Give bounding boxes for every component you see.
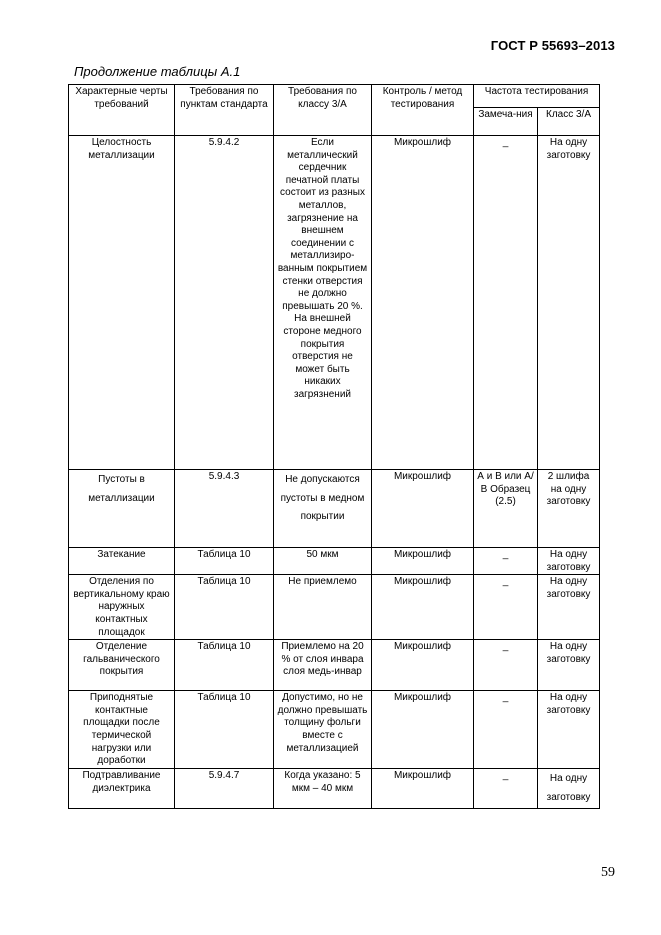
cell-clause: Таблица 10 bbox=[175, 548, 274, 575]
cell-frequency-class: На одну заготовку bbox=[538, 691, 600, 769]
header-standard-clause: Требования по пунктам стандарта bbox=[175, 85, 274, 136]
cell-frequency-class: На одну заготовку bbox=[538, 136, 600, 470]
cell-requirement: Не допускаются пустоты в медном покрытии bbox=[274, 470, 372, 548]
cell-notes: _ bbox=[474, 640, 538, 691]
cell-requirement: Если металлический сердечник печатной платы состоит из разных металлов, загрязнение на внешнем соединении с металлизиро-ванным покрытием стенки отверстия не должно превышать 20 %. На внешней стороне медного покрытия отверстия не может быть никаких загрязнений bbox=[274, 136, 372, 470]
table-row bbox=[69, 769, 600, 809]
cell-clause: Таблица 10 bbox=[175, 575, 274, 640]
document-code: ГОСТ Р 55693–2013 bbox=[490, 38, 615, 53]
cell-clause: 5.9.4.3 bbox=[175, 470, 274, 548]
cell-method: Микрошлиф bbox=[372, 136, 474, 470]
cell-characteristic: Приподнятые контактные площадки после термической нагрузки или доработки bbox=[69, 691, 175, 769]
table-row bbox=[69, 640, 600, 691]
cell-frequency-class: На одну заготовку bbox=[538, 548, 600, 575]
cell-notes: А и В или А/В Образец (2.5) bbox=[474, 470, 538, 548]
header-method: Контроль / метод тестирования bbox=[372, 85, 474, 136]
header-class-requirement: Требования по классу 3/А bbox=[274, 85, 372, 136]
table-row bbox=[69, 575, 600, 640]
cell-requirement: 50 мкм bbox=[274, 548, 372, 575]
cell-notes: _ bbox=[474, 548, 538, 575]
requirements-table bbox=[68, 84, 600, 809]
table-row bbox=[69, 548, 600, 575]
table-row bbox=[69, 470, 600, 548]
table-row bbox=[69, 136, 600, 470]
header-characteristic: Характерные черты требований bbox=[69, 85, 175, 136]
cell-method: Микрошлиф bbox=[372, 470, 474, 548]
cell-frequency-class: 2 шлифа на одну заготовку bbox=[538, 470, 600, 548]
cell-frequency-class: На одну заготовку bbox=[538, 575, 600, 640]
cell-requirement: Приемлемо на 20 % от слоя инвара слоя медь-инвар bbox=[274, 640, 372, 691]
cell-frequency-class: На одну заготовку bbox=[538, 769, 600, 809]
cell-notes: _ bbox=[474, 691, 538, 769]
cell-method: Микрошлиф bbox=[372, 548, 474, 575]
table-row bbox=[69, 691, 600, 769]
cell-notes: _ bbox=[474, 575, 538, 640]
header-frequency: Частота тестирования bbox=[474, 85, 600, 108]
cell-method: Микрошлиф bbox=[372, 769, 474, 809]
cell-characteristic: Целостность металлизации bbox=[69, 136, 175, 470]
cell-method: Микрошлиф bbox=[372, 691, 474, 769]
cell-clause: Таблица 10 bbox=[175, 640, 274, 691]
cell-requirement: Допустимо, но не должно превышать толщину фольги вместе с металлизацией bbox=[274, 691, 372, 769]
cell-characteristic: Подтравливание диэлектрика bbox=[69, 769, 175, 809]
page-number: 59 bbox=[601, 865, 615, 880]
cell-characteristic: Пустоты в металлизации bbox=[69, 470, 175, 548]
cell-characteristic: Отделения по вертикальному краю наружных контактных площадок bbox=[69, 575, 175, 640]
cell-notes: _ bbox=[474, 136, 538, 470]
cell-requirement: Не приемлемо bbox=[274, 575, 372, 640]
cell-requirement: Когда указано: 5 мкм – 40 мкм bbox=[274, 769, 372, 809]
cell-characteristic: Затекание bbox=[69, 548, 175, 575]
cell-clause: Таблица 10 bbox=[175, 691, 274, 769]
cell-notes: _ bbox=[474, 769, 538, 809]
cell-clause: 5.9.4.7 bbox=[175, 769, 274, 809]
cell-method: Микрошлиф bbox=[372, 575, 474, 640]
cell-characteristic: Отделение гальванического покрытия bbox=[69, 640, 175, 691]
table-caption: Продолжение таблицы А.1 bbox=[74, 64, 241, 79]
cell-frequency-class: На одну заготовку bbox=[538, 640, 600, 691]
cell-method: Микрошлиф bbox=[372, 640, 474, 691]
header-notes: Замеча-ния bbox=[474, 108, 538, 136]
header-class: Класс 3/А bbox=[538, 108, 600, 136]
cell-clause: 5.9.4.2 bbox=[175, 136, 274, 470]
